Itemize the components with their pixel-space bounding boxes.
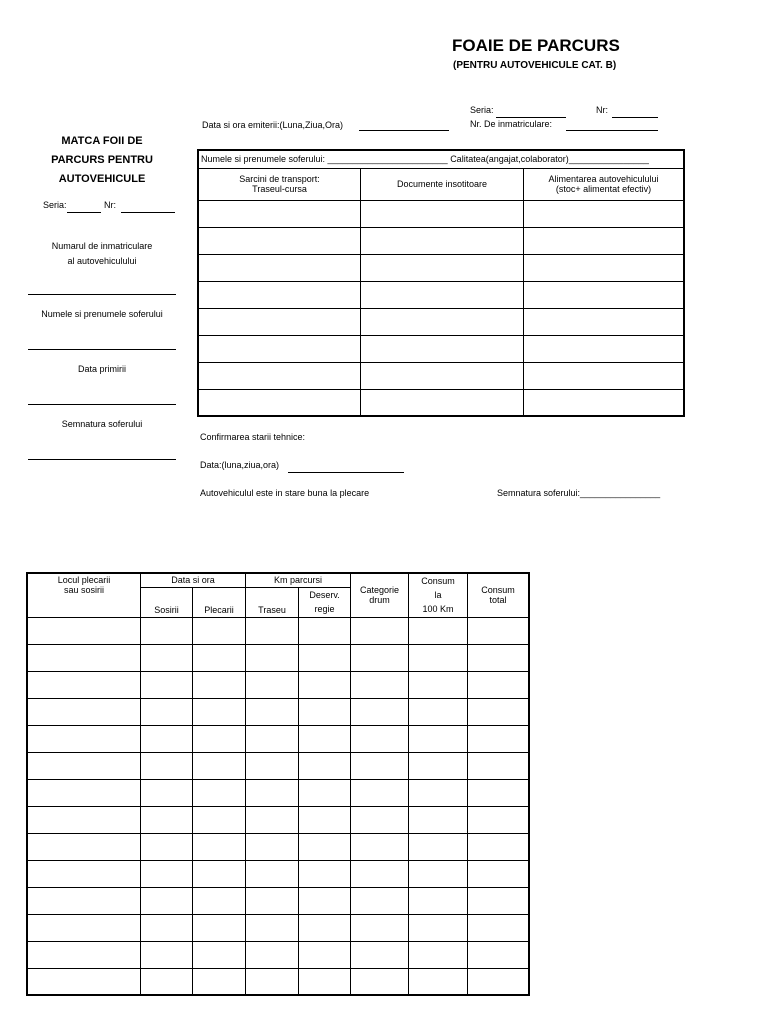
seria-label: Seria:: [470, 105, 494, 115]
table-cell[interactable]: [409, 833, 468, 860]
table-cell[interactable]: [524, 389, 685, 416]
table-cell[interactable]: [361, 362, 524, 389]
table-cell[interactable]: [299, 833, 351, 860]
table-cell[interactable]: [468, 887, 530, 914]
col-consumption-100: [409, 573, 468, 617]
table-row: [27, 833, 529, 860]
table-cell[interactable]: [141, 887, 193, 914]
table-row: [27, 941, 529, 968]
stub-title: [28, 132, 176, 189]
table-row: [27, 698, 529, 725]
emitted-field[interactable]: [359, 130, 449, 131]
table-cell[interactable]: [409, 698, 468, 725]
table-cell[interactable]: [299, 887, 351, 914]
table-cell[interactable]: [409, 671, 468, 698]
col-category: [351, 573, 409, 617]
table-cell[interactable]: [409, 914, 468, 941]
col-route: Traseu: [246, 587, 299, 617]
table-row: [27, 806, 529, 833]
col-documents: Documente insotitoare: [361, 168, 524, 200]
table-cell[interactable]: [246, 968, 299, 995]
col-departures: Plecarii: [193, 587, 246, 617]
table-cell[interactable]: [524, 254, 685, 281]
confirmation-date-label: Data:(luna,ziua,ora): [200, 460, 280, 470]
table-cell[interactable]: [524, 308, 685, 335]
table-cell[interactable]: [193, 860, 246, 887]
table-cell[interactable]: [468, 698, 530, 725]
table-cell[interactable]: [351, 644, 409, 671]
table-cell[interactable]: [299, 644, 351, 671]
table-cell[interactable]: [468, 914, 530, 941]
table-cell[interactable]: [524, 362, 685, 389]
table-cell[interactable]: [193, 752, 246, 779]
col-header-line: regie: [314, 604, 335, 614]
group-km: Km parcursi: [246, 573, 351, 587]
table-cell[interactable]: [468, 617, 530, 644]
col-header-line: Locul plecarii: [57, 575, 111, 585]
route-table: [26, 572, 530, 996]
col-consumption-total: [468, 573, 530, 617]
table-cell[interactable]: [141, 671, 193, 698]
table-cell[interactable]: [351, 806, 409, 833]
table-cell[interactable]: [141, 644, 193, 671]
table-cell[interactable]: [524, 335, 685, 362]
table-cell[interactable]: [246, 617, 299, 644]
table-row: [27, 860, 529, 887]
nr-label: Nr:: [596, 105, 608, 115]
table-cell[interactable]: [409, 725, 468, 752]
confirmation-good-state: Autovehiculul este in stare buna la plecare: [200, 488, 370, 498]
table-cell[interactable]: [409, 968, 468, 995]
stub-driver-label: Numele si prenumele soferului: [41, 309, 163, 319]
table-cell[interactable]: [409, 806, 468, 833]
table-cell[interactable]: [27, 833, 141, 860]
col-location: [27, 573, 141, 617]
table-row: [27, 617, 529, 644]
stub-plate-label: [28, 239, 176, 269]
table-cell[interactable]: [141, 752, 193, 779]
table-cell[interactable]: [524, 281, 685, 308]
col-header-line: Alimentarea autovehiculului: [548, 174, 659, 184]
stub-received-label: Data primirii: [77, 364, 126, 374]
table-cell[interactable]: [524, 200, 685, 227]
table-cell[interactable]: [193, 941, 246, 968]
col-header-line: drum: [369, 595, 390, 606]
table-cell[interactable]: [246, 779, 299, 806]
col-arrivals: Sosirii: [141, 587, 193, 617]
stub-received-field[interactable]: [28, 404, 176, 405]
table-cell[interactable]: [246, 941, 299, 968]
table-cell[interactable]: [351, 779, 409, 806]
table-cell[interactable]: [27, 806, 141, 833]
table-cell[interactable]: [361, 200, 524, 227]
table-cell[interactable]: [299, 779, 351, 806]
col-header-line: Sarcini de transport:: [239, 174, 320, 184]
table-cell[interactable]: [246, 671, 299, 698]
driver-row[interactable]: Numele si prenumele soferului: ________________________ Calitatea(angajat,colaborator)________________: [198, 150, 684, 168]
stub-title-line: MATCA FOII DE: [61, 135, 143, 147]
table-row: [27, 725, 529, 752]
table-cell[interactable]: [361, 308, 524, 335]
table-cell[interactable]: [198, 389, 361, 416]
stub-title-line: PARCURS PENTRU: [51, 154, 153, 166]
table-cell[interactable]: [27, 968, 141, 995]
table-cell[interactable]: [409, 752, 468, 779]
table-cell[interactable]: [246, 752, 299, 779]
table-cell[interactable]: [351, 887, 409, 914]
group-datetime: Data si ora: [141, 573, 246, 587]
table-cell[interactable]: [27, 860, 141, 887]
table-cell[interactable]: [198, 362, 361, 389]
table-cell[interactable]: [193, 887, 246, 914]
table-cell[interactable]: [27, 671, 141, 698]
table-cell[interactable]: [409, 941, 468, 968]
table-cell[interactable]: [141, 725, 193, 752]
table-cell[interactable]: [27, 752, 141, 779]
table-cell[interactable]: [468, 671, 530, 698]
table-cell[interactable]: [361, 335, 524, 362]
table-cell[interactable]: [193, 671, 246, 698]
page-subtitle: (PENTRU AUTOVEHICULE CAT. B): [453, 60, 617, 71]
table-cell[interactable]: [299, 968, 351, 995]
table-cell[interactable]: [468, 806, 530, 833]
col-transport-tasks: [198, 168, 361, 200]
stub-plate-label-line: al autovehiculului: [67, 256, 137, 266]
table-row: [27, 644, 529, 671]
table-cell[interactable]: [299, 752, 351, 779]
table-cell[interactable]: [468, 725, 530, 752]
table-row: [27, 914, 529, 941]
table-cell[interactable]: [27, 914, 141, 941]
table-cell[interactable]: [361, 254, 524, 281]
table-cell[interactable]: [193, 617, 246, 644]
stub-plate-field[interactable]: [28, 294, 176, 295]
col-header-line: la: [434, 590, 442, 601]
table-cell[interactable]: [27, 887, 141, 914]
table-cell[interactable]: [409, 617, 468, 644]
table-cell[interactable]: [351, 725, 409, 752]
col-header-line: total: [489, 595, 507, 606]
table-cell[interactable]: [141, 941, 193, 968]
table-cell[interactable]: [246, 698, 299, 725]
col-header-line: Traseul-cursa: [252, 184, 307, 194]
table-cell[interactable]: [27, 779, 141, 806]
table-cell[interactable]: [361, 389, 524, 416]
table-cell[interactable]: [246, 644, 299, 671]
stub-signature-label: Semnatura soferului: [61, 419, 143, 429]
table-cell[interactable]: [468, 779, 530, 806]
table-cell[interactable]: [198, 254, 361, 281]
col-fueling: [524, 168, 685, 200]
table-cell[interactable]: [351, 914, 409, 941]
col-service: [299, 587, 351, 617]
table-cell[interactable]: [193, 914, 246, 941]
col-header-line: sau sosirii: [63, 585, 104, 595]
col-header-line: Deserv.: [309, 590, 340, 600]
table-cell[interactable]: [468, 644, 530, 671]
stub-driver-field[interactable]: [28, 349, 176, 350]
table-cell[interactable]: [141, 914, 193, 941]
table-cell[interactable]: [141, 779, 193, 806]
table-cell[interactable]: [193, 779, 246, 806]
table-cell[interactable]: [193, 968, 246, 995]
table-cell[interactable]: [351, 833, 409, 860]
table-cell[interactable]: [468, 968, 530, 995]
table-cell[interactable]: [193, 806, 246, 833]
table-cell[interactable]: [409, 887, 468, 914]
table-cell[interactable]: [246, 914, 299, 941]
table-cell[interactable]: [193, 698, 246, 725]
table-cell[interactable]: [299, 671, 351, 698]
table-cell[interactable]: [198, 200, 361, 227]
stub-nr-field[interactable]: [121, 212, 175, 213]
table-cell[interactable]: [351, 968, 409, 995]
table-cell[interactable]: [361, 227, 524, 254]
col-header-line: 100 Km: [422, 604, 454, 615]
table-cell[interactable]: [299, 860, 351, 887]
table-cell[interactable]: [299, 806, 351, 833]
table-cell[interactable]: [27, 644, 141, 671]
table-row: [27, 887, 529, 914]
table-cell[interactable]: [141, 617, 193, 644]
table-cell[interactable]: [27, 941, 141, 968]
table-cell[interactable]: [193, 725, 246, 752]
table-row: [27, 968, 529, 995]
table-cell[interactable]: [351, 698, 409, 725]
table-cell[interactable]: [351, 941, 409, 968]
stub-nr-label: Nr:: [104, 200, 116, 210]
confirmation-signature[interactable]: Semnatura soferului:________________: [497, 488, 661, 498]
table-cell[interactable]: [361, 281, 524, 308]
table-cell[interactable]: [27, 698, 141, 725]
table-cell[interactable]: [299, 725, 351, 752]
nr-field[interactable]: [612, 117, 658, 118]
stub-seria-field[interactable]: [67, 212, 101, 213]
page-title: FOAIE DE PARCURS: [452, 36, 620, 55]
table-cell[interactable]: [198, 335, 361, 362]
table-cell[interactable]: [409, 644, 468, 671]
table-row: [27, 752, 529, 779]
table-cell[interactable]: [27, 725, 141, 752]
table-cell[interactable]: [468, 833, 530, 860]
table-cell[interactable]: [198, 281, 361, 308]
table-cell[interactable]: [141, 698, 193, 725]
confirmation-date-field[interactable]: [288, 472, 404, 473]
col-header-line: (stoc+ alimentat efectiv): [555, 184, 652, 194]
table-cell[interactable]: [409, 779, 468, 806]
col-header-line: Categorie: [359, 585, 400, 596]
table-cell[interactable]: [141, 860, 193, 887]
table-cell[interactable]: [198, 308, 361, 335]
table-cell[interactable]: [351, 860, 409, 887]
stub-seria-label: Seria:: [43, 200, 67, 210]
stub-plate-label-line: Numarul de inmatriculare: [51, 241, 153, 251]
table-cell[interactable]: [351, 671, 409, 698]
col-header-line: Consum: [421, 576, 455, 587]
table-cell[interactable]: [299, 941, 351, 968]
table-row: [27, 779, 529, 806]
stub-title-line: AUTOVEHICULE: [58, 173, 146, 185]
table-cell[interactable]: [27, 617, 141, 644]
table-cell[interactable]: [409, 860, 468, 887]
table-cell[interactable]: [351, 617, 409, 644]
table-cell[interactable]: [299, 617, 351, 644]
table-cell[interactable]: [246, 833, 299, 860]
table-cell[interactable]: [299, 914, 351, 941]
seria-field[interactable]: [496, 117, 566, 118]
table-cell[interactable]: [193, 833, 246, 860]
table-cell[interactable]: [246, 806, 299, 833]
table-cell[interactable]: [299, 698, 351, 725]
stub-signature-field[interactable]: [28, 459, 176, 460]
table-cell[interactable]: [351, 752, 409, 779]
tasks-table: [197, 149, 685, 417]
emitted-label: Data si ora emiterii:(Luna,Ziua,Ora): [202, 120, 344, 130]
plate-label: Nr. De inmatriculare:: [470, 119, 553, 129]
table-row: [27, 671, 529, 698]
table-cell[interactable]: [246, 725, 299, 752]
table-cell[interactable]: [193, 644, 246, 671]
table-cell[interactable]: [524, 227, 685, 254]
table-cell[interactable]: [246, 860, 299, 887]
confirmation-title: Confirmarea starii tehnice:: [200, 432, 306, 442]
table-cell[interactable]: [468, 941, 530, 968]
col-header-line: Consum: [481, 585, 515, 596]
table-cell[interactable]: [141, 968, 193, 995]
table-cell[interactable]: [141, 806, 193, 833]
table-cell[interactable]: [468, 752, 530, 779]
table-cell[interactable]: [141, 833, 193, 860]
table-cell[interactable]: [468, 860, 530, 887]
table-cell[interactable]: [246, 887, 299, 914]
plate-field[interactable]: [566, 130, 658, 131]
table-cell[interactable]: [198, 227, 361, 254]
